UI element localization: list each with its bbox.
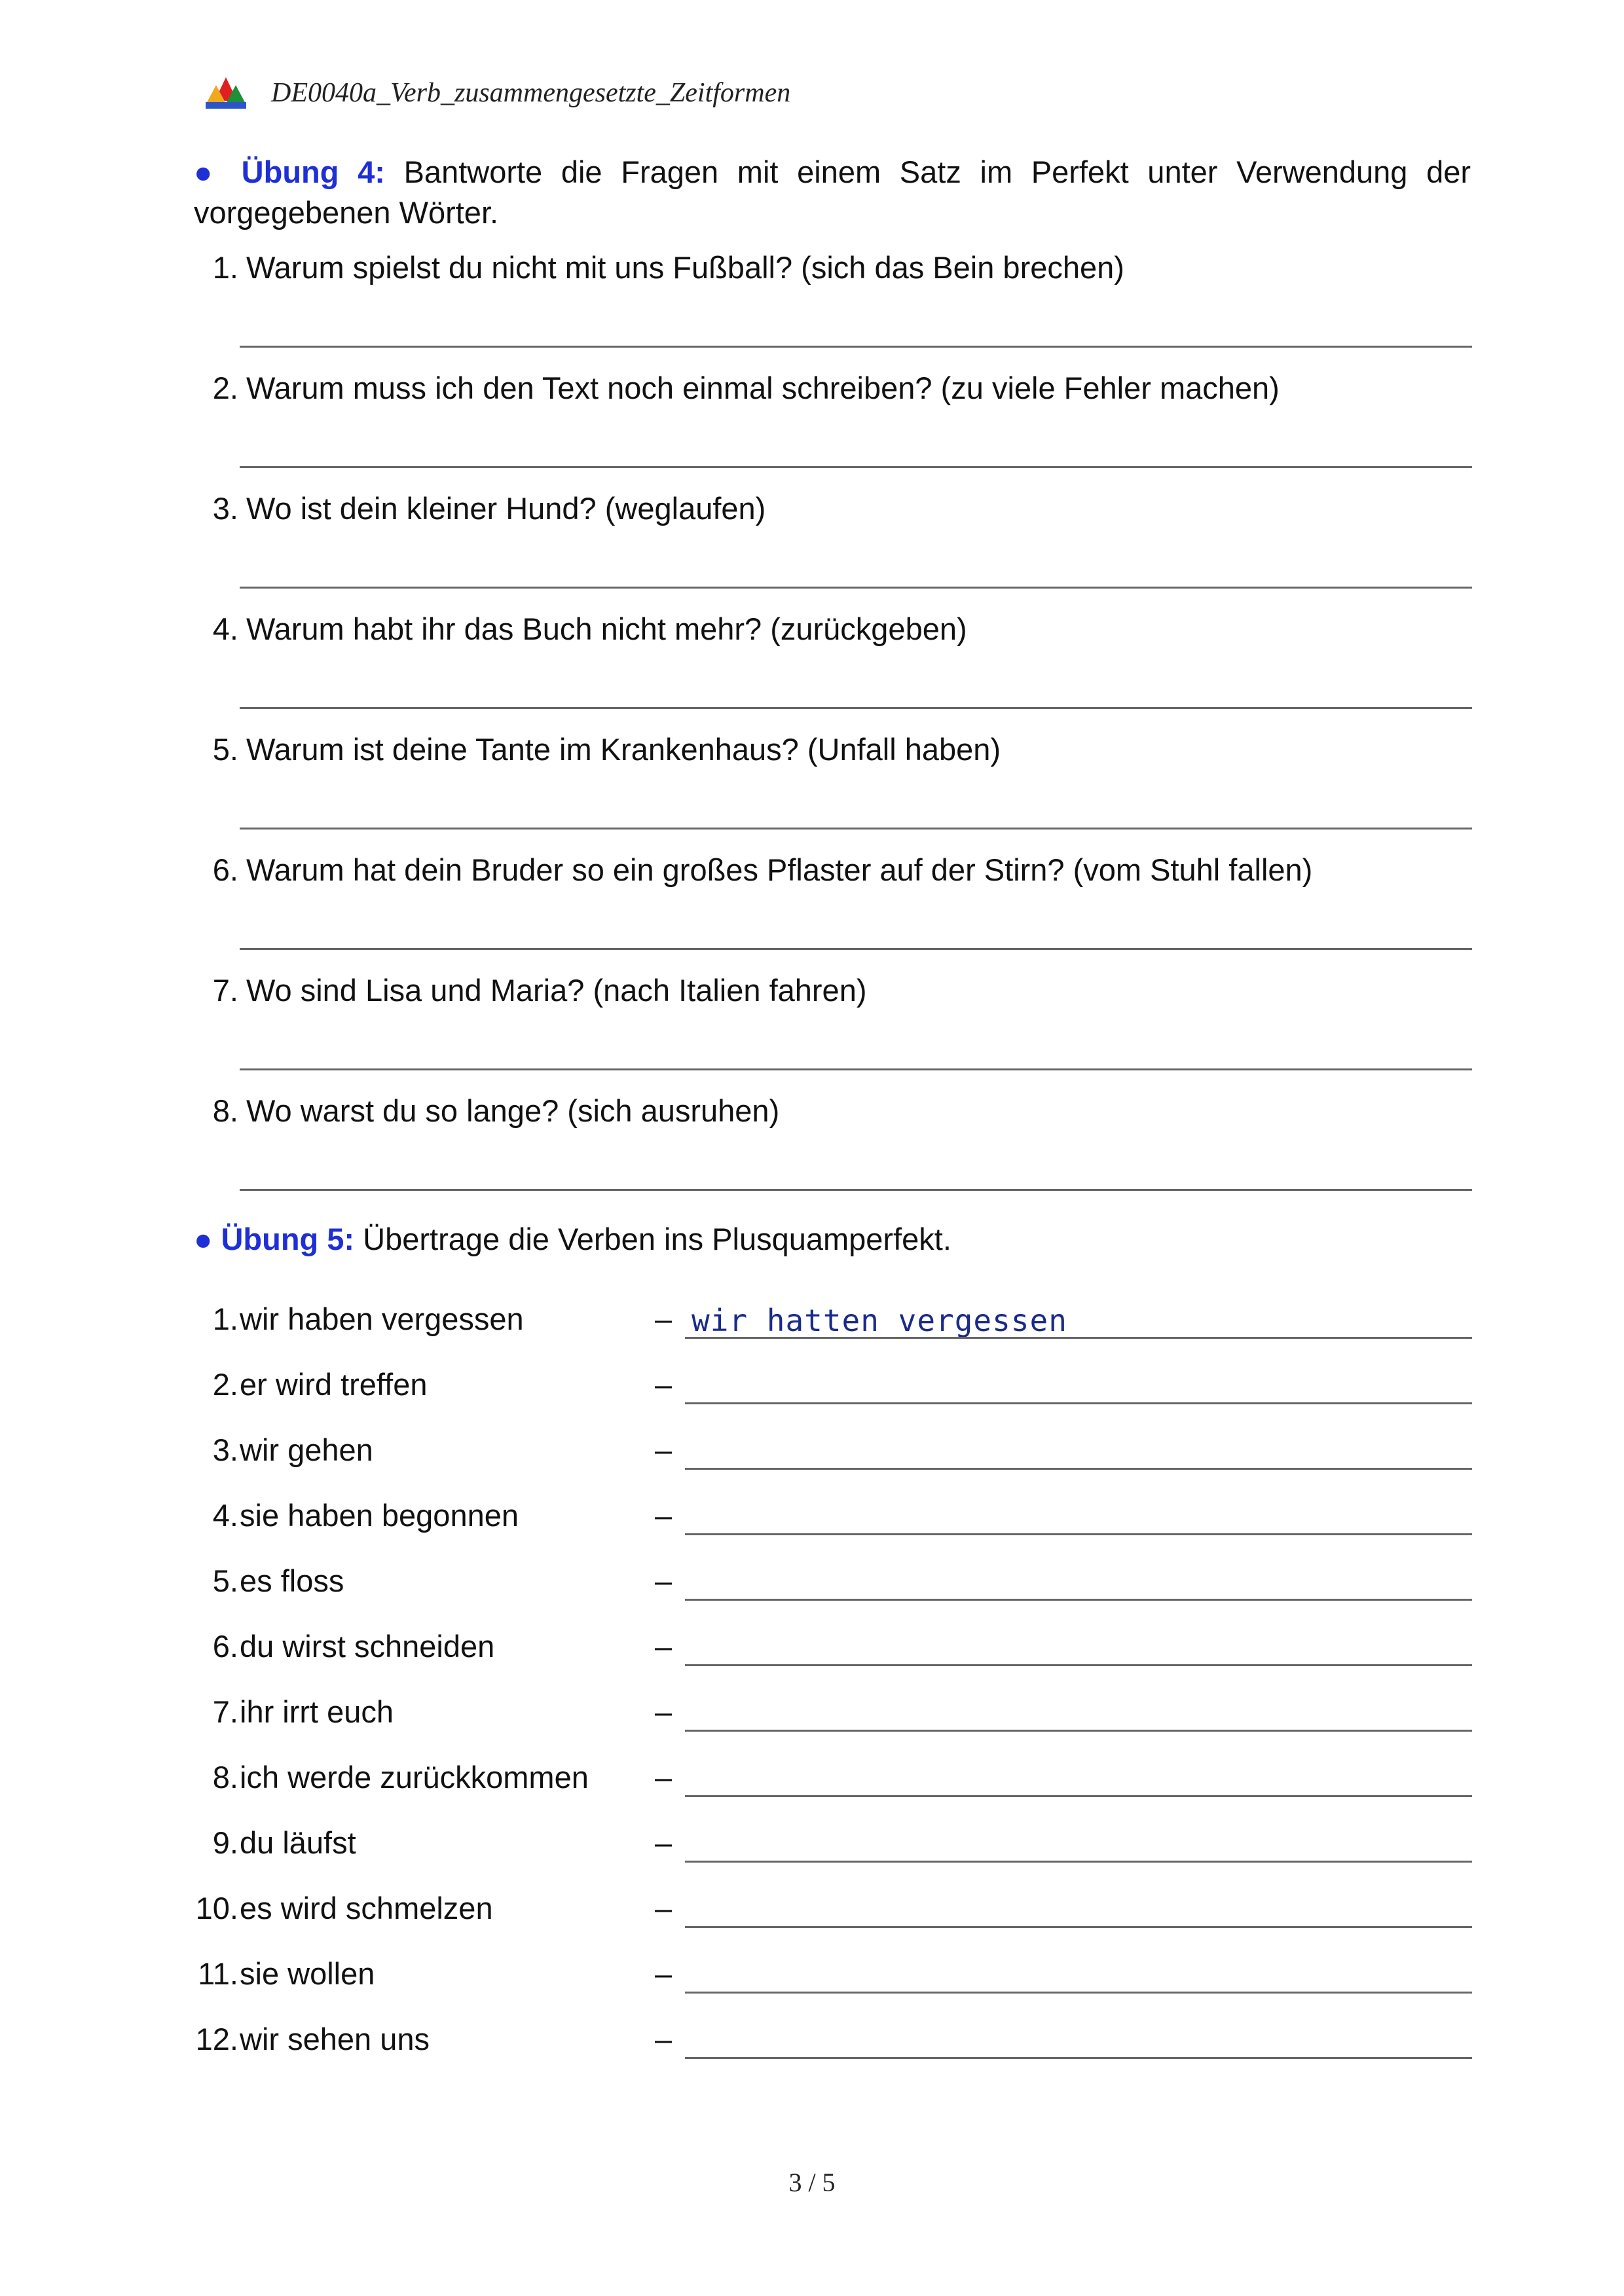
question-text: Warum spielst du nicht mit uns Fußball? (sich das Bein brechen): [246, 250, 1124, 285]
exercise-4-instruction: Bantworte die Fragen mit einem Satz im Perfekt unter Verwendung der vorgegebenen Wörter.: [194, 155, 1471, 230]
question-number: 6.: [212, 852, 238, 887]
answer-line[interactable]: [685, 1795, 1472, 1797]
exercise-4-heading: [194, 152, 1471, 233]
verb-number: 7.: [212, 1694, 238, 1729]
question-row: [194, 247, 1477, 288]
dash: –: [655, 1760, 673, 1795]
verb-number: 8.: [212, 1760, 238, 1795]
verb-row: [177, 1364, 1480, 1405]
question-number: 2.: [212, 371, 238, 405]
dash: –: [655, 1367, 673, 1402]
verb-row: [177, 1561, 1480, 1601]
answer-line[interactable]: [685, 1992, 1472, 1994]
logo-icon: [204, 76, 248, 110]
verb-text: sie wollen: [240, 1956, 375, 1991]
verb-number: 2.: [212, 1367, 238, 1402]
answer-line[interactable]: [240, 346, 1472, 348]
answer-line[interactable]: [240, 948, 1472, 950]
dash: –: [655, 1498, 673, 1533]
dash: –: [655, 1956, 673, 1991]
question-number: 7.: [212, 973, 238, 1008]
verb-text: es wird schmelzen: [240, 1891, 493, 1925]
question-number: 3.: [212, 491, 238, 526]
verb-row: [177, 1954, 1480, 1994]
question-text: Warum ist deine Tante im Krankenhaus? (Unfall haben): [246, 732, 1001, 767]
question-text: Warum muss ich den Text noch einmal schreiben? (zu viele Fehler machen): [246, 371, 1280, 405]
verb-row: [177, 1888, 1480, 1929]
verb-number: 4.: [212, 1498, 238, 1533]
page-number: 3 / 5: [788, 2168, 836, 2197]
verb-row: [177, 1495, 1480, 1536]
dash: –: [655, 1629, 673, 1664]
answer-line[interactable]: [685, 1730, 1472, 1732]
verb-number: 12.: [195, 2022, 238, 2056]
page-header: [204, 73, 790, 113]
question-text: Wo ist dein kleiner Hund? (weglaufen): [246, 491, 766, 526]
verb-row: [177, 1299, 1480, 1339]
dash: –: [655, 1694, 673, 1729]
answer-line[interactable]: [685, 1468, 1472, 1470]
dash: –: [655, 1302, 673, 1336]
answer-line[interactable]: [685, 1664, 1472, 1666]
question-number: 1.: [212, 250, 238, 285]
document-title: DE0040a_Verb_zusammengesetzte_Zeitformen: [271, 78, 791, 108]
verb-text: es floss: [240, 1563, 344, 1598]
answer-line[interactable]: [240, 466, 1472, 468]
question-row: [194, 368, 1477, 409]
question-number: 8.: [212, 1093, 238, 1128]
verb-number: 3.: [212, 1432, 238, 1467]
question-row: [194, 1091, 1477, 1131]
dash: –: [655, 1825, 673, 1860]
exercise-4-bullet: ●: [194, 155, 223, 189]
question-number: 4.: [212, 611, 238, 646]
answer-line[interactable]: [685, 1599, 1472, 1601]
verb-text: er wird treffen: [240, 1367, 428, 1402]
exercise-5-heading: [194, 1219, 951, 1260]
exercise-4-label: Übung 4:: [241, 155, 385, 189]
dash: –: [655, 1432, 673, 1467]
dash: –: [655, 1563, 673, 1598]
verb-text: wir sehen uns: [240, 2022, 430, 2056]
verb-text: wir haben vergessen: [240, 1302, 524, 1336]
verb-row: [177, 1823, 1480, 1863]
answer-line[interactable]: [685, 1337, 1472, 1339]
verb-answer: wir hatten vergessen: [692, 1303, 1067, 1338]
answer-line[interactable]: [240, 587, 1472, 589]
verb-row: [177, 1757, 1480, 1798]
verb-text: sie haben begonnen: [240, 1498, 519, 1533]
answer-line[interactable]: [240, 1189, 1472, 1191]
verb-number: 1.: [212, 1302, 238, 1336]
question-row: [194, 850, 1477, 890]
verb-number: 11.: [198, 1956, 238, 1991]
question-number: 5.: [212, 732, 238, 767]
verb-number: 10.: [195, 1891, 238, 1925]
exercise-5-instruction: Übertrage die Verben ins Plusquamperfekt.: [363, 1222, 951, 1256]
answer-line[interactable]: [240, 707, 1472, 709]
verb-number: 5.: [212, 1563, 238, 1598]
question-text: Warum habt ihr das Buch nicht mehr? (zurückgeben): [246, 611, 967, 646]
question-text: Warum hat dein Bruder so ein großes Pflaster auf der Stirn? (vom Stuhl fallen): [246, 852, 1313, 887]
exercise-5-label: Übung 5:: [221, 1222, 355, 1256]
verb-text: ich werde zurückkommen: [240, 1760, 589, 1795]
verb-text: ihr irrt euch: [240, 1694, 394, 1729]
answer-line[interactable]: [240, 1068, 1472, 1070]
question-text: Wo sind Lisa und Maria? (nach Italien fahren): [246, 973, 867, 1008]
verb-row: [177, 2019, 1480, 2060]
dash: –: [655, 1891, 673, 1925]
answer-line[interactable]: [685, 1926, 1472, 1928]
verb-number: 9.: [212, 1825, 238, 1860]
verb-number: 6.: [212, 1629, 238, 1664]
answer-line[interactable]: [240, 828, 1472, 829]
question-row: [194, 488, 1477, 529]
verb-row: [177, 1692, 1480, 1732]
answer-line[interactable]: [685, 1861, 1472, 1863]
question-row: [194, 729, 1477, 770]
verb-text: du wirst schneiden: [240, 1629, 495, 1664]
question-row: [194, 609, 1477, 649]
verb-row: [177, 1430, 1480, 1470]
dash: –: [655, 2022, 673, 2056]
answer-line[interactable]: [685, 1533, 1472, 1535]
verb-text: du läufst: [240, 1825, 356, 1860]
answer-line[interactable]: [685, 2057, 1472, 2059]
question-text: Wo warst du so lange? (sich ausruhen): [246, 1093, 780, 1128]
exercise-5-bullet: ●: [194, 1222, 213, 1256]
question-row: [194, 970, 1477, 1011]
verb-text: wir gehen: [240, 1432, 373, 1467]
verb-row: [177, 1626, 1480, 1667]
answer-line[interactable]: [685, 1402, 1472, 1404]
